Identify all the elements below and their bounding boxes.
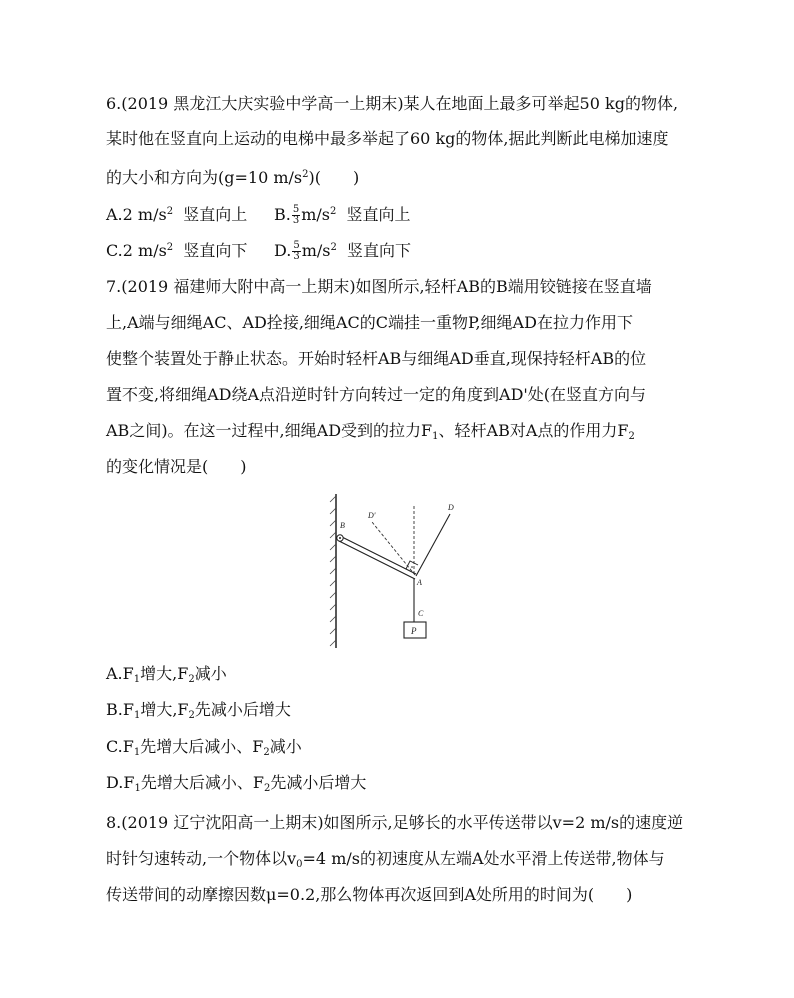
q6-option-c[interactable]: C.2 $m/s^2$ 竖直向下	[106, 241, 248, 260]
label-a: A	[417, 578, 422, 587]
q8-line-1: 8.(2019 辽宁沈阳高一上期末)如图所示,足够长的水平传送带以v=2 m/s的速度逆	[106, 813, 684, 832]
rope-ad-prime	[372, 522, 415, 575]
q7-line-2: 上,A端与细绳AC、AD拴接,细绳AC的C端挂一重物P,细绳AD在拉力作用下	[106, 313, 633, 332]
label-c: C	[418, 609, 424, 618]
right-angle-dot	[411, 566, 413, 568]
rope-ad	[416, 514, 450, 576]
q7-option-c[interactable]: $C.F_1$先增大后减小、$F_2$减小	[106, 737, 302, 758]
rod-ab-bottom	[339, 541, 415, 579]
label-p: P	[411, 626, 417, 636]
label-b: B	[340, 521, 345, 530]
q7-line-5: AB之间)。在这一过程中,细绳AD受到的拉力$F_1$、轻杆AB对A点的作用力$F_2$	[106, 421, 635, 442]
q7-line-4: 置不变,将细绳AD绕A点沿逆时针方向转过一定的角度到AD'处(在竖直方向与	[106, 385, 647, 404]
q7-line-6: 的变化情况是( )	[106, 457, 247, 476]
q6-options-row-1	[106, 200, 411, 227]
q6-option-a[interactable]: A.2 $m/s^2$ 竖直向上	[106, 205, 248, 224]
q6-option-b[interactable]: B. $\frac{5}{3}$ $m/s^2$ 竖直向上	[274, 204, 411, 226]
q6-line-3: 的大小和方向为(g=10 $m/s^2$)( )	[106, 168, 360, 187]
q6-options-row-2	[106, 236, 411, 263]
wall-hatching	[330, 496, 336, 646]
q8-line-3: 传送带间的动摩擦因数μ=0.2,那么物体再次返回到A处所用的时间为( )	[106, 885, 633, 904]
q6-line-2: 某时他在竖直向上运动的电梯中最多举起了60 kg的物体,据此判断此电梯加速度	[106, 129, 669, 148]
q6-line-1: 6.(2019 黑龙江大庆实验中学高一上期末)某人在地面上最多可举起50 kg的物体,	[106, 94, 679, 113]
hinge-b-pin	[339, 537, 341, 539]
q7-option-d[interactable]: $D.F_1$先增大后减小、$F_2$先减小后增大	[106, 773, 367, 794]
q7-figure	[326, 492, 466, 650]
rod-ab-top	[340, 536, 416, 574]
q7-option-b[interactable]: $B.F_1$增大$,F_2$先减小后增大	[106, 700, 291, 721]
label-d-prime: D'	[368, 511, 376, 520]
q8-line-2: 时针匀速转动,一个物体以$v_0=4$ m/s的初速度从左端A处水平滑上传送带,物体与	[106, 849, 665, 870]
q6-option-d[interactable]: D. $\frac{5}{3}$ $m/s^2$ 竖直向下	[274, 240, 412, 262]
q7-line-3: 使整个装置处于静止状态。开始时轻杆AB与细绳AD垂直,现保持轻杆AB的位	[106, 349, 647, 368]
q7-line-1: 7.(2019 福建师大附中高一上期末)如图所示,轻杆AB的B端用铰链接在竖直墙	[106, 277, 652, 296]
label-d: D	[448, 503, 454, 512]
q7-option-a[interactable]: $A.F_1$增大$,F_2$减小	[106, 664, 227, 685]
